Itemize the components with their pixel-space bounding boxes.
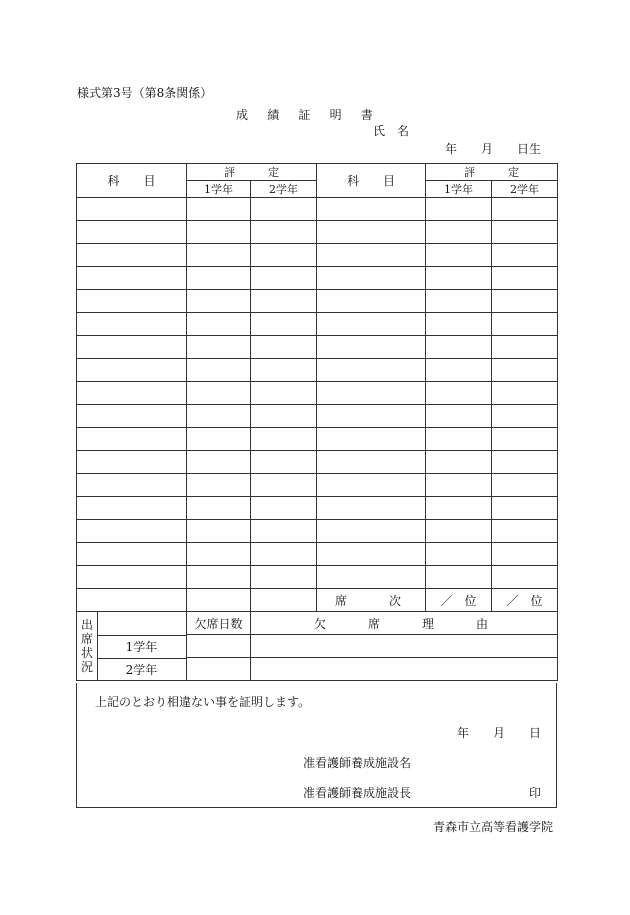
grade-cell: [251, 382, 317, 405]
grade-cell: [251, 198, 317, 221]
grade-row: [77, 405, 558, 428]
grade-cell: [187, 474, 251, 497]
attendance-block: [77, 612, 187, 681]
document-title: 成 績 証 明 書: [236, 108, 377, 122]
grade-cell: [492, 451, 558, 474]
grade-cell: [77, 290, 187, 313]
grade-cell: [492, 198, 558, 221]
grade-cell: [187, 290, 251, 313]
grade-cell: [492, 290, 558, 313]
grade-cell: [187, 589, 251, 612]
grade-row: [77, 336, 558, 359]
grade-cell: [426, 244, 492, 267]
grade-cell: [492, 405, 558, 428]
grade-cell: [187, 497, 251, 520]
grade-cell: [317, 221, 426, 244]
grade-cell: [77, 497, 187, 520]
absence-reason-header: 欠 席 理 由: [251, 612, 558, 635]
grade-cell: [187, 520, 251, 543]
grade-cell: [492, 428, 558, 451]
absence-days-year1: [187, 635, 251, 658]
grade-cell: [492, 244, 558, 267]
grade-cell: [187, 313, 251, 336]
subject-header-right: 科 目: [317, 164, 426, 198]
grade-row: [77, 198, 558, 221]
grade-cell: [187, 451, 251, 474]
grade-cell: [492, 313, 558, 336]
rank-label: 席 次: [317, 589, 426, 612]
grade-cell: [251, 428, 317, 451]
evaluation-header-left: 評 定: [187, 164, 317, 181]
grade-cell: [187, 405, 251, 428]
grade-cell: [77, 451, 187, 474]
grade-cell: [317, 382, 426, 405]
grade-cell: [187, 198, 251, 221]
attendance-year2-label: 2学年: [97, 658, 186, 681]
grade-cell: [187, 244, 251, 267]
grade-cell: [426, 382, 492, 405]
grade-cell: [251, 313, 317, 336]
grade-cell: [77, 267, 187, 290]
grade-cell: [492, 359, 558, 382]
grades-table: [76, 163, 558, 681]
grade-row: [77, 474, 558, 497]
grade-cell: [317, 290, 426, 313]
grade-cell: [187, 566, 251, 589]
birth-date-label: 年 月 日生: [445, 142, 542, 156]
grade-cell: [251, 221, 317, 244]
absence-reason-year2: [251, 658, 558, 681]
grade-row: [77, 313, 558, 336]
grade-cell: [77, 566, 187, 589]
grade-cell: [317, 474, 426, 497]
grade-cell: [77, 221, 187, 244]
grade-cell: [77, 474, 187, 497]
attendance-side-label: 出席状況: [81, 618, 94, 674]
grade-cell: [426, 290, 492, 313]
grade-row: [77, 221, 558, 244]
rank-value-year1: ／ 位: [426, 589, 492, 612]
grade-cell: [492, 267, 558, 290]
grade-cell: [251, 451, 317, 474]
grade-row: [77, 497, 558, 520]
certification-box: [76, 683, 557, 808]
grade-cell: [187, 428, 251, 451]
grade-cell: [187, 359, 251, 382]
grade-cell: [251, 290, 317, 313]
grade-cell: [187, 221, 251, 244]
grade-cell: [317, 566, 426, 589]
grade-cell: [187, 543, 251, 566]
grade-cell: [492, 497, 558, 520]
grade-cell: [426, 566, 492, 589]
grade-row: [77, 267, 558, 290]
grade-cell: [251, 336, 317, 359]
grade-row: [77, 244, 558, 267]
grade-cell: [251, 497, 317, 520]
issuer-name: 青森市立高等看護学院: [433, 820, 554, 834]
grade-cell: [317, 359, 426, 382]
grade-row: [77, 451, 558, 474]
grade-cell: [426, 474, 492, 497]
name-label: 氏 名: [373, 124, 410, 138]
year1-header-left: 1学年: [187, 181, 251, 198]
grade-cell: [426, 543, 492, 566]
grade-rows: [77, 198, 558, 589]
grade-row: [77, 359, 558, 382]
certification-date: 年 月 日: [457, 726, 542, 740]
grade-cell: [77, 520, 187, 543]
grade-cell: [492, 520, 558, 543]
grade-cell: [187, 336, 251, 359]
grade-cell: [77, 428, 187, 451]
grade-cell: [426, 451, 492, 474]
grade-cell: [492, 336, 558, 359]
grade-cell: [492, 221, 558, 244]
absence-days-header: 欠席日数: [187, 612, 251, 635]
year1-header-right: 1学年: [426, 181, 492, 198]
grade-cell: [426, 336, 492, 359]
grade-row: [77, 543, 558, 566]
grade-cell: [251, 589, 317, 612]
grade-row: [77, 520, 558, 543]
grade-cell: [77, 336, 187, 359]
grade-cell: [251, 543, 317, 566]
grade-cell: [77, 359, 187, 382]
grade-cell: [317, 520, 426, 543]
grade-cell: [251, 566, 317, 589]
grade-cell: [77, 244, 187, 267]
grade-cell: [77, 589, 187, 612]
grade-cell: [251, 267, 317, 290]
subject-header-left: 科 目: [77, 164, 187, 198]
grade-cell: [426, 520, 492, 543]
grade-cell: [426, 405, 492, 428]
grade-cell: [317, 313, 426, 336]
grade-cell: [426, 313, 492, 336]
grade-cell: [317, 451, 426, 474]
year2-header-left: 2学年: [251, 181, 317, 198]
grade-cell: [317, 267, 426, 290]
rank-value-year2: ／ 位: [492, 589, 558, 612]
grade-cell: [251, 244, 317, 267]
grade-cell: [317, 543, 426, 566]
form-label: 様式第3号（第8条関係）: [77, 86, 213, 100]
grade-cell: [251, 474, 317, 497]
grade-cell: [317, 244, 426, 267]
grade-cell: [317, 428, 426, 451]
grade-cell: [492, 566, 558, 589]
grade-cell: [187, 382, 251, 405]
grade-cell: [426, 359, 492, 382]
grade-row: [77, 290, 558, 313]
grade-cell: [492, 474, 558, 497]
grade-cell: [426, 497, 492, 520]
evaluation-header-right: 評 定: [426, 164, 558, 181]
grade-cell: [187, 267, 251, 290]
grade-cell: [317, 497, 426, 520]
grade-cell: [77, 198, 187, 221]
absence-days-year2: [187, 658, 251, 681]
grade-cell: [251, 405, 317, 428]
attendance-year1-label: 1学年: [97, 635, 186, 658]
grade-cell: [317, 336, 426, 359]
facility-name-label: 准看護師養成施設名: [303, 756, 412, 770]
certification-statement: 上記のとおり相違ない事を証明します。: [95, 695, 311, 709]
absence-reason-year1: [251, 635, 558, 658]
grade-cell: [251, 520, 317, 543]
grade-cell: [77, 405, 187, 428]
grade-cell: [251, 359, 317, 382]
grade-cell: [492, 543, 558, 566]
grade-cell: [77, 313, 187, 336]
grade-cell: [317, 405, 426, 428]
grade-cell: [426, 198, 492, 221]
grade-cell: [77, 543, 187, 566]
year2-header-right: 2学年: [492, 181, 558, 198]
grade-row: [77, 428, 558, 451]
grade-cell: [426, 267, 492, 290]
facility-head-label: 准看護師養成施設長: [303, 786, 412, 800]
grade-cell: [426, 428, 492, 451]
seal-mark: 印: [529, 786, 542, 800]
grade-cell: [426, 221, 492, 244]
grade-cell: [492, 382, 558, 405]
grade-row: [77, 382, 558, 405]
grade-cell: [77, 382, 187, 405]
grade-cell: [317, 198, 426, 221]
grade-row: [77, 566, 558, 589]
attendance-side: [77, 612, 98, 680]
